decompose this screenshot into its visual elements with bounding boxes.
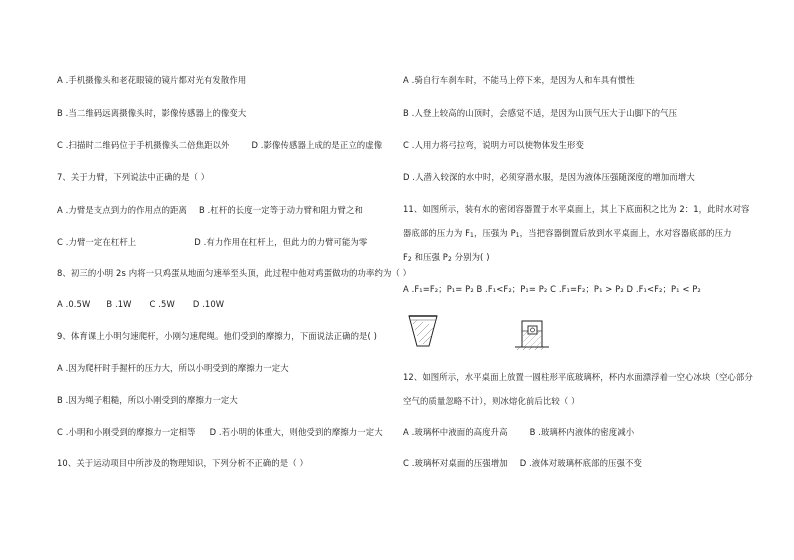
- q10-option-a: A .骑自行车刹车时，不能马上停下来，是因为人和车具有惯性: [403, 75, 635, 85]
- q6-option-a: A .手机摄像头和老花眼镜的镜片都对光有发散作用: [57, 75, 247, 85]
- q11-text: ，当把容器倒置后放到水平桌面上，水对容器底部的压力: [519, 228, 732, 238]
- q9-option-b: B .因为绳子粗糙，所以小刚受到的摩擦力一定大: [57, 395, 238, 405]
- q12-option-d: D .液体对玻璃杯底部的压强不变: [519, 458, 642, 468]
- q10-option-b: B .人登上较高的山顶时，会感觉不适，是因为山顶气压大于山脚下的气压: [403, 108, 678, 118]
- q11-text: 和压强 P: [411, 252, 448, 262]
- q9-option-c: C .小明和小刚受到的摩擦力一定相等: [57, 427, 196, 437]
- q10-option-d: D .人潜入较深的水中时，必须穿潜水服，是因为液体压强随深度的增加而增大: [403, 172, 695, 182]
- q12-option-b: B .玻璃杯内液体的密度减小: [529, 427, 635, 437]
- q9-options-cd: [57, 427, 383, 438]
- q8-option-c: C .5W: [149, 299, 175, 309]
- q7-options-ab: [57, 205, 363, 216]
- q8-options: [57, 299, 224, 310]
- q10-option-c: C .人用力将弓拉弯，说明力可以使物体发生形变: [403, 140, 584, 150]
- q7-option-a: A .力臂是支点到力的作用点的距离: [57, 205, 188, 215]
- q8-stem: 8、初三的小明 2s 内将一只鸡蛋从地面匀速举至头顶，此过程中他对鸡蛋做功的功率约为（ ）: [57, 268, 412, 278]
- q7-options-cd: [57, 237, 367, 248]
- q7-stem: 7、关于力臂，下列说法中正确的是（ ）: [57, 172, 210, 182]
- q11-subscript: 2: [447, 256, 452, 263]
- q11-subscript: 2: [407, 256, 412, 263]
- q7-option-c: C .力臂一定在杠杆上: [57, 237, 137, 247]
- q11-text: F: [403, 252, 408, 262]
- q11-stem-line3: [403, 252, 490, 263]
- q10-stem: 10、关于运动项目中所涉及的物理知识，下列分析不正确的是（ ）: [57, 458, 308, 468]
- q12-option-a: A .玻璃杯中液面的高度升高: [403, 427, 508, 437]
- q11-stem-line2: [403, 228, 732, 239]
- q7-option-d: D .有力作用在杠杆上，但此力的力臂可能为零: [194, 237, 368, 247]
- q8-option-d: D .10W: [192, 299, 225, 309]
- q6-option-b: B .当二维码远离摄像头时，影像传感器上的像变大: [57, 108, 247, 118]
- q6-option-c: C .扫描时二维码位于手机摄像头二倍焦距以外: [57, 140, 230, 150]
- q11-subscript: 1: [470, 232, 474, 239]
- q12-option-c: C .玻璃杯对桌面的压强增加: [403, 458, 508, 468]
- q6-options-cd: [57, 140, 382, 151]
- q12-options-ab: [403, 427, 634, 438]
- q8-option-b: B .1W: [106, 299, 132, 309]
- q9-option-a: A .因为爬杆时手握杆的压力大，所以小明受到的摩擦力一定大: [57, 363, 289, 373]
- q11-stem-line1: 11、如图所示，装有水的密闭容器置于水平桌面上，其上下底面积之比为 2：1，此时水对容: [403, 204, 750, 214]
- q12-stem-line2: 空气的质量忽略不计），则冰熔化前后比较（ ）: [403, 396, 580, 406]
- q11-text: ，压强为 P: [473, 228, 516, 238]
- q6-option-d: D .影像传感器上成的是正立的虚像: [251, 140, 383, 150]
- q12-stem-line1: 12、如图所示，水平桌面上放置一圆柱形平底玻璃杯，杯内水面漂浮着一空心冰块（空心部分: [403, 372, 753, 382]
- inverted-trapezoid-container-figure: [407, 314, 439, 348]
- q7-option-b: B .杠杆的长度一定等于动力臂和阻力臂之和: [199, 205, 363, 215]
- glass-with-floating-ice-figure: [515, 318, 549, 350]
- q9-stem: 9、体育课上小明匀速爬杆，小刚匀速爬绳。他们受到的摩擦力，下面说法正确的是( ): [57, 331, 378, 341]
- q11-options: A .F₁=F₂；P₁= P₂ B .F₁<F₂；P₁= P₂ C .F₁=F₂；P₁ > P₂ D .F₁<F₂；P₁ < P₂: [403, 284, 701, 294]
- q8-option-a: A .0.5W: [57, 299, 91, 309]
- q9-option-d: D .若小明的体重大，则他受到的摩擦力一定大: [209, 427, 383, 437]
- q12-options-cd: [403, 458, 642, 469]
- q11-text: 分别为( ): [451, 252, 490, 262]
- q11-text: 器底部的压力为 F: [403, 228, 471, 238]
- q11-subscript: 1: [515, 232, 520, 239]
